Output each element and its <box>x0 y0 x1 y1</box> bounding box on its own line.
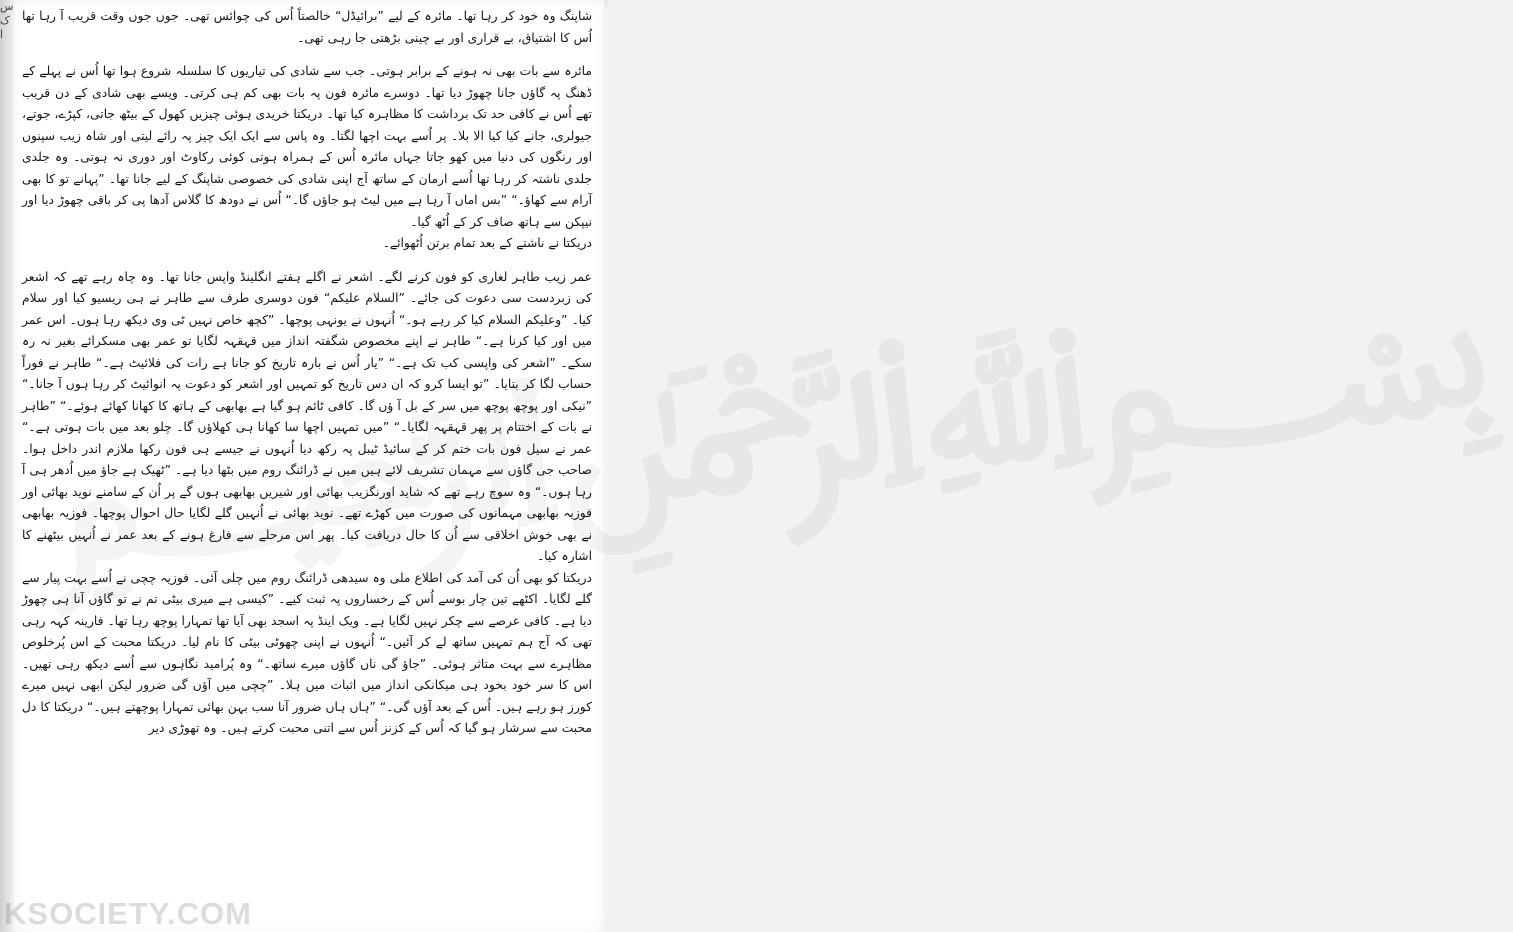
site-watermark: KSOCIETY.COM <box>4 896 252 931</box>
paragraph: شاپنگ وہ خود کر رہا تھا۔ مائرہ کے لیے ”برائیڈل“ خالصتاً اُس کی چوائس تھی۔ جوں جوں وقت قریب آ رہا تھا اُس کا اشتیاق، بے قراری اور بے چینی بڑھتی جا رہی تھی۔ <box>22 9 592 45</box>
paragraph: دریکتا کو بھی اُن کی آمد کی اطلاع ملی وہ سیدھی ڈرائنگ روم میں چلی آئی۔ فوزیہ چچی نے اُسے بہت پیار سے گلے لگایا۔ اکٹھے تین چار بوسے اُس کے رخساروں پہ ثبت کیے۔ ”کیسی ہے میری بیٹی تم نے تو گاؤں آنا ہی چھوڑ دیا ہے۔ کافی عرصے سے چکر نہیں لگایا ہے۔ ویک اینڈ پہ اسجد بھی آیا تھا تمہارا پوچھ رہا تھا۔ فارینہ کہہ رہی تھی کہ آج ہم تمہیں ساتھ لے کر آئیں۔“ اُنہوں نے اپنی چھوٹی بیٹی کا نام لیا۔ دریکتا محبت کے اس پُرخلوص مظاہرے سے بہت متاثر ہوئی۔ ”جاؤ گی ناں گاؤں میرے ساتھ۔“ وہ پُرامید نگاہوں سے اُسے دیکھ رہی تھیں۔ اس کا سر خود بخود ہی میکانکی انداز میں اثبات میں ہلا۔ ”چچی میں آؤں گی ضرور لیکن ابھی نہیں میرے کورز ہو رہے ہیں۔ اُس کے بعد آؤں گی۔“ ”ہاں ہاں ضرور آنا سب بہن بھائی تمہارا پوچھتے ہیں۔“ دریکتا کا دل محبت سے سرشار ہو گیا کہ اُس کے کزنز اُس سے اتنی محبت کرتے ہیں۔ وہ تھوڑی دیر <box>22 570 592 735</box>
paragraph: مائرہ سے بات بھی نہ ہونے کے برابر ہوتی۔ جب سے شادی کی تیاریوں کا سلسلہ شروع ہوا تھا اُس نے پہلے کے ڈھنگ پہ گاؤں جانا چھوڑ دیا تھا۔ دوسرے مائرہ فون پہ بات بھی کم ہی کرتی۔ ویسے بھی شادی کے دن قریب تھے اُس نے کافی حد تک برداشت کا مظاہرہ کیا تھا۔ دریکتا خریدی ہوئی چیزیں کھول کے بیٹھ جاتی، کپڑے، جوتے، جیولری، جانے کیا کیا الا بلا۔ پر اُسے بہت اچھا لگتا۔ وہ پاس سے ایک ایک چیز پہ رائے لیتی اور شاہ زیب سپنوں اور رنگوں کی دنیا میں کھو جاتا جہاں مائرہ اُس کے ہمراہ ہوتی کوئی رکاوٹ اور دوری نہ ہوتی۔ وہ جلدی جلدی ناشتہ کر رہا تھا اُسے ارمان کے ساتھ آج اپنی شادی کی خصوصی شاپنگ کے لیے جانا تھا۔ ”پہانے تو کا بھی آرام سے کھاؤ۔“ ”بس اماں آ رہا ہے میں لیٹ ہو جاؤں گا۔“ اُس نے دودھ کا گلاس آدھا پی کر باقی چھوڑ دیا اور نیپکن سے ہاتھ صاف کر کے اُٹھ گیا۔ <box>22 64 592 229</box>
paragraph: دریکتا نے ناشتے کے بعد تمام برتن اُٹھوائے۔ <box>382 236 592 250</box>
paragraph: عمر زیب طاہر لغاری کو فون کرنے لگے۔ اشعر نے اگلے ہفتے انگلینڈ واپس جانا تھا۔ وہ چاہ رہے تھے کہ اشعر کی زبردست سی دعوت کی جائے۔ ”السلام علیکم“ فون دوسری طرف سے طاہر نے ہی ریسیو کیا اور سلام کیا۔ ”وعلیکم السلام کیا کر رہے ہو۔“ اُنہوں نے یونہی پوچھا۔ ”کچھ خاص نہیں ٹی وی دیکھ رہا ہوں۔ اس عمر میں اور کیا کرنا ہے۔“ طاہر نے اپنے مخصوص شگفتہ انداز میں قہقہہ لگایا تو عمر بھی مسکرائے بغیر نہ رہ سکے۔ ”اشعر کی واپسی کب تک ہے۔“ ”یار اُس نے بارہ تاریخ کو جانا ہے رات کی فلائیٹ ہے۔“ طاہر نے فوراً حساب لگا کر بتایا۔ ”تو ایسا کرو کہ ان دس تاریخ کو تمہیں اور اشعر کو دعوت پہ انوائیٹ کر رہا ہوں آ جانا۔“ ”نیکی اور پوچھ پوچھ میں سر کے بل آ ؤں گا۔ کافی ٹائم ہو گیا ہے بھابھی کے ہاتھ کا کھانا کھائے ہوئے۔“ ”طاہر نے بات کے اختتام پر پھر قہقہہ لگایا۔“ ”میں تمہیں اچھا سا کھانا ہی کھلاؤں گا۔ چلو بعد میں بات ہوتی ہے۔“ عمر نے سیل فون بات ختم کر کے سائیڈ ٹیبل پہ رکھ دیا اُنہوں نے جیسے ہی فون رکھا ملازم اندر داخل ہوا۔ صاحب جی گاؤں سے مہمان تشریف لائے ہیں میں نے ڈرائنگ روم میں بٹھا دیا ہے۔ ”ٹھیک ہے جاؤ میں اُدھر ہی آ رہا ہوں۔“ وہ سوچ رہے تھے کہ شاید اورنگزیب بھائی اور شیریں بھابھی ہوں گے پر اُن کے سامنے نوید بھائی اور فوزیہ بھابھی مہمانوں کی صورت میں کھڑے تھے۔ نوید بھائی نے اُنہیں گلے لگایا حال احوال پوچھا۔ فوزیہ بھابھی نے بھی خوش اخلاقی سے اُن کا حال دریافت کیا۔ پھر اس مرحلے سے فارغ ہونے کے بعد عمر نے اُنہیں بیٹھنے کا اشارہ کیا۔ <box>22 269 592 563</box>
page-gutter <box>0 0 14 932</box>
article-body <box>22 6 592 740</box>
gutter-marks: س ک ا <box>0 0 14 41</box>
